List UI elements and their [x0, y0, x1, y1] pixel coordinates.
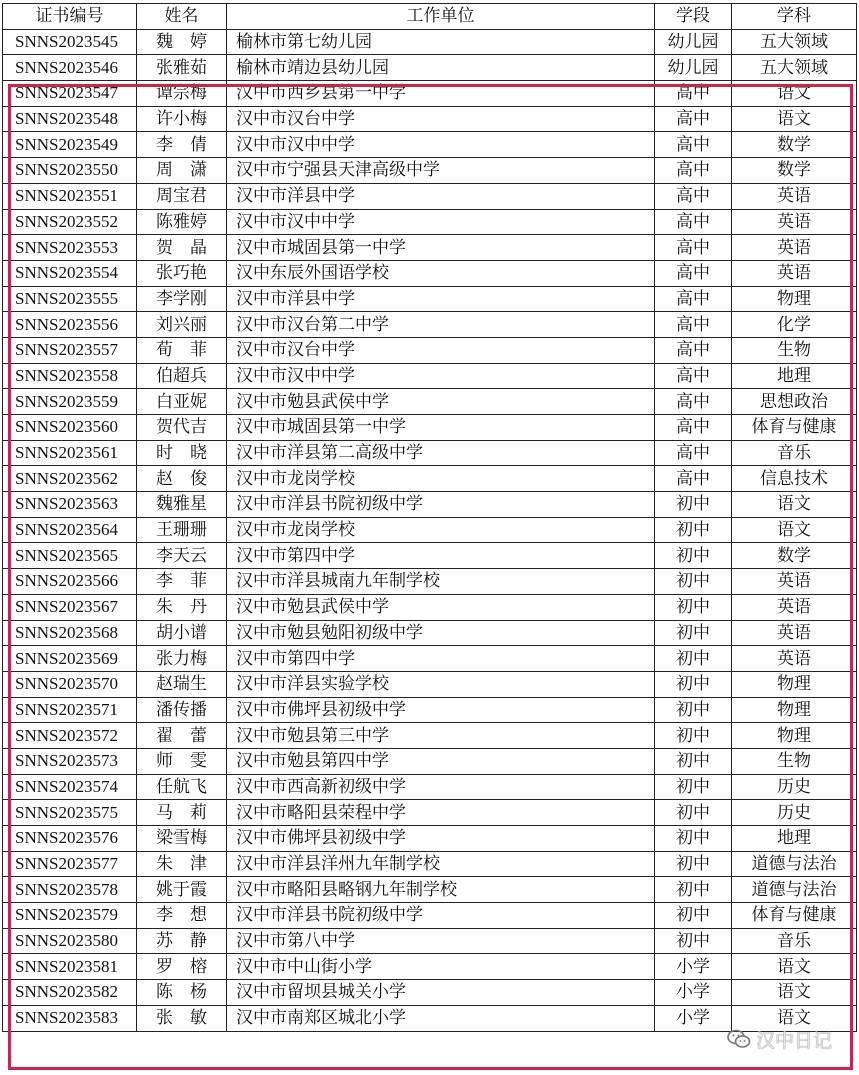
table-row: [3, 492, 857, 518]
work-unit-cell: 汉中市西乡县第一中学: [227, 81, 655, 107]
stage-cell: 初中: [655, 723, 732, 749]
name-cell: 李 想: [137, 903, 227, 929]
subject-cell: 道德与法治: [732, 877, 857, 903]
cert-id-cell: SNNS2023571: [3, 697, 137, 723]
subject-cell: 物理: [732, 723, 857, 749]
table-row: [3, 363, 857, 389]
subject-cell: 历史: [732, 774, 857, 800]
stage-cell: 高中: [655, 440, 732, 466]
cert-id-cell: SNNS2023575: [3, 800, 137, 826]
name-cell: 潘传播: [137, 697, 227, 723]
subject-cell: 英语: [732, 594, 857, 620]
subject-cell: 化学: [732, 312, 857, 338]
stage-cell: 高中: [655, 183, 732, 209]
work-unit-cell: 汉中市第四中学: [227, 646, 655, 672]
work-unit-cell: 汉中市洋县第二高级中学: [227, 440, 655, 466]
table-row: [3, 209, 857, 235]
subject-cell: 语文: [732, 81, 857, 107]
cert-id-cell: SNNS2023572: [3, 723, 137, 749]
name-cell: 李天云: [137, 543, 227, 569]
name-cell: 谭宗梅: [137, 81, 227, 107]
table-body: [3, 29, 857, 1031]
work-unit-cell: 汉中市留坝县城关小学: [227, 980, 655, 1006]
work-unit-cell: 汉中市洋县中学: [227, 286, 655, 312]
work-unit-cell: 汉中市勉县武侯中学: [227, 594, 655, 620]
stage-cell: 初中: [655, 492, 732, 518]
work-unit-cell: 汉中市城固县第一中学: [227, 415, 655, 441]
table-row: [3, 312, 857, 338]
name-cell: 陈 杨: [137, 980, 227, 1006]
subject-cell: 英语: [732, 183, 857, 209]
name-cell: 荀 菲: [137, 337, 227, 363]
stage-cell: 小学: [655, 1005, 732, 1031]
work-unit-cell: 汉中市勉县第四中学: [227, 748, 655, 774]
cert-id-cell: SNNS2023573: [3, 748, 137, 774]
table-row: [3, 620, 857, 646]
name-cell: 魏雅星: [137, 492, 227, 518]
stage-cell: 初中: [655, 774, 732, 800]
cert-id-cell: SNNS2023555: [3, 286, 137, 312]
subject-cell: 物理: [732, 697, 857, 723]
name-cell: 王珊珊: [137, 517, 227, 543]
work-unit-cell: 汉中市洋县实验学校: [227, 671, 655, 697]
stage-cell: 初中: [655, 594, 732, 620]
subject-cell: 语文: [732, 954, 857, 980]
table-row: [3, 337, 857, 363]
name-cell: 李 菲: [137, 569, 227, 595]
table-row: [3, 646, 857, 672]
cert-id-cell: SNNS2023576: [3, 826, 137, 852]
table-row: [3, 440, 857, 466]
subject-cell: 生物: [732, 748, 857, 774]
cert-id-cell: SNNS2023560: [3, 415, 137, 441]
table-row: [3, 517, 857, 543]
work-unit-cell: 榆林市靖边县幼儿园: [227, 55, 655, 81]
table-row: [3, 106, 857, 132]
stage-cell: 初中: [655, 517, 732, 543]
table-row: [3, 800, 857, 826]
stage-cell: 高中: [655, 158, 732, 184]
table-row: [3, 569, 857, 595]
table-row: [3, 748, 857, 774]
stage-cell: 高中: [655, 415, 732, 441]
table-row: [3, 132, 857, 158]
cert-id-cell: SNNS2023565: [3, 543, 137, 569]
stage-cell: 初中: [655, 671, 732, 697]
name-cell: 魏 婷: [137, 29, 227, 55]
name-cell: 周宝君: [137, 183, 227, 209]
name-cell: 姚于霞: [137, 877, 227, 903]
work-unit-cell: 汉中市汉台中学: [227, 337, 655, 363]
cert-id-cell: SNNS2023569: [3, 646, 137, 672]
stage-cell: 初中: [655, 748, 732, 774]
cert-id-cell: SNNS2023577: [3, 851, 137, 877]
stage-cell: 小学: [655, 954, 732, 980]
name-cell: 梁雪梅: [137, 826, 227, 852]
stage-cell: 初中: [655, 851, 732, 877]
stage-cell: 高中: [655, 235, 732, 261]
work-unit-cell: 汉中市西高新初级中学: [227, 774, 655, 800]
name-cell: 任航飞: [137, 774, 227, 800]
cert-id-cell: SNNS2023558: [3, 363, 137, 389]
cert-id-cell: SNNS2023557: [3, 337, 137, 363]
work-unit-cell: 汉中市洋县城南九年制学校: [227, 569, 655, 595]
work-unit-cell: 汉中市龙岗学校: [227, 466, 655, 492]
subject-cell: 体育与健康: [732, 903, 857, 929]
table-row: [3, 260, 857, 286]
cert-id-cell: SNNS2023552: [3, 209, 137, 235]
stage-cell: 高中: [655, 286, 732, 312]
name-cell: 朱 津: [137, 851, 227, 877]
stage-cell: 小学: [655, 980, 732, 1006]
work-unit-cell: 汉中市略阳县略钢九年制学校: [227, 877, 655, 903]
subject-cell: 英语: [732, 646, 857, 672]
work-unit-cell: 汉中市汉中中学: [227, 363, 655, 389]
cert-id-cell: SNNS2023549: [3, 132, 137, 158]
stage-cell: 高中: [655, 389, 732, 415]
stage-cell: 初中: [655, 569, 732, 595]
work-unit-cell: 汉中市南郑区城北小学: [227, 1005, 655, 1031]
name-cell: 贺 晶: [137, 235, 227, 261]
watermark-text: 汉中日记: [756, 1029, 833, 1052]
work-unit-cell: 汉中市中山街小学: [227, 954, 655, 980]
subject-cell: 数学: [732, 132, 857, 158]
cert-id-cell: SNNS2023582: [3, 980, 137, 1006]
work-unit-cell: 汉中市汉中中学: [227, 209, 655, 235]
table-row: [3, 954, 857, 980]
cert-id-cell: SNNS2023553: [3, 235, 137, 261]
name-cell: 胡小谱: [137, 620, 227, 646]
work-unit-cell: 汉中市勉县武侯中学: [227, 389, 655, 415]
work-unit-cell: 汉中东辰外国语学校: [227, 260, 655, 286]
table-row: [3, 466, 857, 492]
header-subject: 学科: [732, 4, 857, 30]
subject-cell: 体育与健康: [732, 415, 857, 441]
table-row: [3, 55, 857, 81]
cert-id-cell: SNNS2023562: [3, 466, 137, 492]
subject-cell: 语文: [732, 517, 857, 543]
cert-id-cell: SNNS2023551: [3, 183, 137, 209]
table-row: [3, 594, 857, 620]
stage-cell: 初中: [655, 903, 732, 929]
subject-cell: 英语: [732, 260, 857, 286]
name-cell: 朱 丹: [137, 594, 227, 620]
name-cell: 贺代吉: [137, 415, 227, 441]
subject-cell: 物理: [732, 671, 857, 697]
name-cell: 李 倩: [137, 132, 227, 158]
work-unit-cell: 汉中市宁强县天津高级中学: [227, 158, 655, 184]
table-row: [3, 183, 857, 209]
cert-id-cell: SNNS2023548: [3, 106, 137, 132]
table-row: [3, 389, 857, 415]
work-unit-cell: 汉中市洋县洋州九年制学校: [227, 851, 655, 877]
table-row: [3, 877, 857, 903]
stage-cell: 初中: [655, 826, 732, 852]
stage-cell: 初中: [655, 620, 732, 646]
name-cell: 陈雅婷: [137, 209, 227, 235]
table-header-row: [3, 4, 857, 30]
cert-id-cell: SNNS2023550: [3, 158, 137, 184]
certificate-table: [2, 3, 857, 1032]
stage-cell: 高中: [655, 132, 732, 158]
name-cell: 伯超兵: [137, 363, 227, 389]
table-row: [3, 29, 857, 55]
table-row: [3, 826, 857, 852]
subject-cell: 英语: [732, 209, 857, 235]
header-cert-id: 证书编号: [3, 4, 137, 30]
subject-cell: 语文: [732, 106, 857, 132]
cert-id-cell: SNNS2023566: [3, 569, 137, 595]
subject-cell: 地理: [732, 363, 857, 389]
name-cell: 张雅茹: [137, 55, 227, 81]
name-cell: 许小梅: [137, 106, 227, 132]
stage-cell: 高中: [655, 312, 732, 338]
subject-cell: 生物: [732, 337, 857, 363]
work-unit-cell: 汉中市洋县书院初级中学: [227, 492, 655, 518]
cert-id-cell: SNNS2023561: [3, 440, 137, 466]
subject-cell: 思想政治: [732, 389, 857, 415]
work-unit-cell: 汉中市佛坪县初级中学: [227, 697, 655, 723]
table-row: [3, 158, 857, 184]
table-row: [3, 415, 857, 441]
work-unit-cell: 榆林市第七幼儿园: [227, 29, 655, 55]
subject-cell: 五大领域: [732, 29, 857, 55]
subject-cell: 历史: [732, 800, 857, 826]
table-row: [3, 903, 857, 929]
work-unit-cell: 汉中市城固县第一中学: [227, 235, 655, 261]
stage-cell: 高中: [655, 81, 732, 107]
name-cell: 赵瑞生: [137, 671, 227, 697]
stage-cell: 初中: [655, 646, 732, 672]
work-unit-cell: 汉中市洋县书院初级中学: [227, 903, 655, 929]
subject-cell: 英语: [732, 620, 857, 646]
table-row: [3, 697, 857, 723]
table-row: [3, 1005, 857, 1031]
cert-id-cell: SNNS2023563: [3, 492, 137, 518]
work-unit-cell: 汉中市龙岗学校: [227, 517, 655, 543]
work-unit-cell: 汉中市勉县勉阳初级中学: [227, 620, 655, 646]
cert-id-cell: SNNS2023583: [3, 1005, 137, 1031]
name-cell: 张巧艳: [137, 260, 227, 286]
cert-id-cell: SNNS2023579: [3, 903, 137, 929]
cert-id-cell: SNNS2023570: [3, 671, 137, 697]
header-stage: 学段: [655, 4, 732, 30]
stage-cell: 高中: [655, 106, 732, 132]
cert-id-cell: SNNS2023545: [3, 29, 137, 55]
stage-cell: 幼儿园: [655, 55, 732, 81]
stage-cell: 初中: [655, 543, 732, 569]
subject-cell: 音乐: [732, 928, 857, 954]
cert-id-cell: SNNS2023574: [3, 774, 137, 800]
stage-cell: 初中: [655, 928, 732, 954]
name-cell: 罗 榕: [137, 954, 227, 980]
cert-id-cell: SNNS2023568: [3, 620, 137, 646]
table-row: [3, 235, 857, 261]
table-row: [3, 671, 857, 697]
name-cell: 赵 俊: [137, 466, 227, 492]
name-cell: 师 雯: [137, 748, 227, 774]
cert-id-cell: SNNS2023546: [3, 55, 137, 81]
name-cell: 苏 静: [137, 928, 227, 954]
cert-id-cell: SNNS2023547: [3, 81, 137, 107]
subject-cell: 数学: [732, 543, 857, 569]
name-cell: 时 晓: [137, 440, 227, 466]
cert-id-cell: SNNS2023554: [3, 260, 137, 286]
cert-id-cell: SNNS2023556: [3, 312, 137, 338]
subject-cell: 地理: [732, 826, 857, 852]
work-unit-cell: 汉中市佛坪县初级中学: [227, 826, 655, 852]
stage-cell: 初中: [655, 800, 732, 826]
subject-cell: 物理: [732, 286, 857, 312]
name-cell: 刘兴丽: [137, 312, 227, 338]
work-unit-cell: 汉中市洋县中学: [227, 183, 655, 209]
subject-cell: 道德与法治: [732, 851, 857, 877]
table-row: [3, 81, 857, 107]
name-cell: 白亚妮: [137, 389, 227, 415]
work-unit-cell: 汉中市勉县第三中学: [227, 723, 655, 749]
subject-cell: 数学: [732, 158, 857, 184]
stage-cell: 幼儿园: [655, 29, 732, 55]
cert-id-cell: SNNS2023567: [3, 594, 137, 620]
table-row: [3, 851, 857, 877]
stage-cell: 高中: [655, 466, 732, 492]
stage-cell: 高中: [655, 209, 732, 235]
work-unit-cell: 汉中市略阳县荣程中学: [227, 800, 655, 826]
cert-id-cell: SNNS2023581: [3, 954, 137, 980]
header-work-unit: 工作单位: [227, 4, 655, 30]
table-row: [3, 286, 857, 312]
table-row: [3, 928, 857, 954]
stage-cell: 高中: [655, 337, 732, 363]
stage-cell: 初中: [655, 697, 732, 723]
cert-id-cell: SNNS2023564: [3, 517, 137, 543]
work-unit-cell: 汉中市汉台中学: [227, 106, 655, 132]
table-row: [3, 774, 857, 800]
subject-cell: 信息技术: [732, 466, 857, 492]
subject-cell: 语文: [732, 980, 857, 1006]
subject-cell: 英语: [732, 235, 857, 261]
header-name: 姓名: [137, 4, 227, 30]
subject-cell: 音乐: [732, 440, 857, 466]
work-unit-cell: 汉中市第四中学: [227, 543, 655, 569]
work-unit-cell: 汉中市第八中学: [227, 928, 655, 954]
subject-cell: 语文: [732, 492, 857, 518]
cert-id-cell: SNNS2023580: [3, 928, 137, 954]
cert-id-cell: SNNS2023578: [3, 877, 137, 903]
work-unit-cell: 汉中市汉台第二中学: [227, 312, 655, 338]
name-cell: 马 莉: [137, 800, 227, 826]
subject-cell: 语文: [732, 1005, 857, 1031]
name-cell: 张 敏: [137, 1005, 227, 1031]
work-unit-cell: 汉中市汉中中学: [227, 132, 655, 158]
table-row: [3, 723, 857, 749]
name-cell: 张力梅: [137, 646, 227, 672]
subject-cell: 英语: [732, 569, 857, 595]
stage-cell: 高中: [655, 363, 732, 389]
stage-cell: 初中: [655, 877, 732, 903]
table-row: [3, 543, 857, 569]
name-cell: 李学刚: [137, 286, 227, 312]
name-cell: 翟 蕾: [137, 723, 227, 749]
name-cell: 周 潇: [137, 158, 227, 184]
stage-cell: 高中: [655, 260, 732, 286]
cert-id-cell: SNNS2023559: [3, 389, 137, 415]
table-row: [3, 980, 857, 1006]
subject-cell: 五大领域: [732, 55, 857, 81]
